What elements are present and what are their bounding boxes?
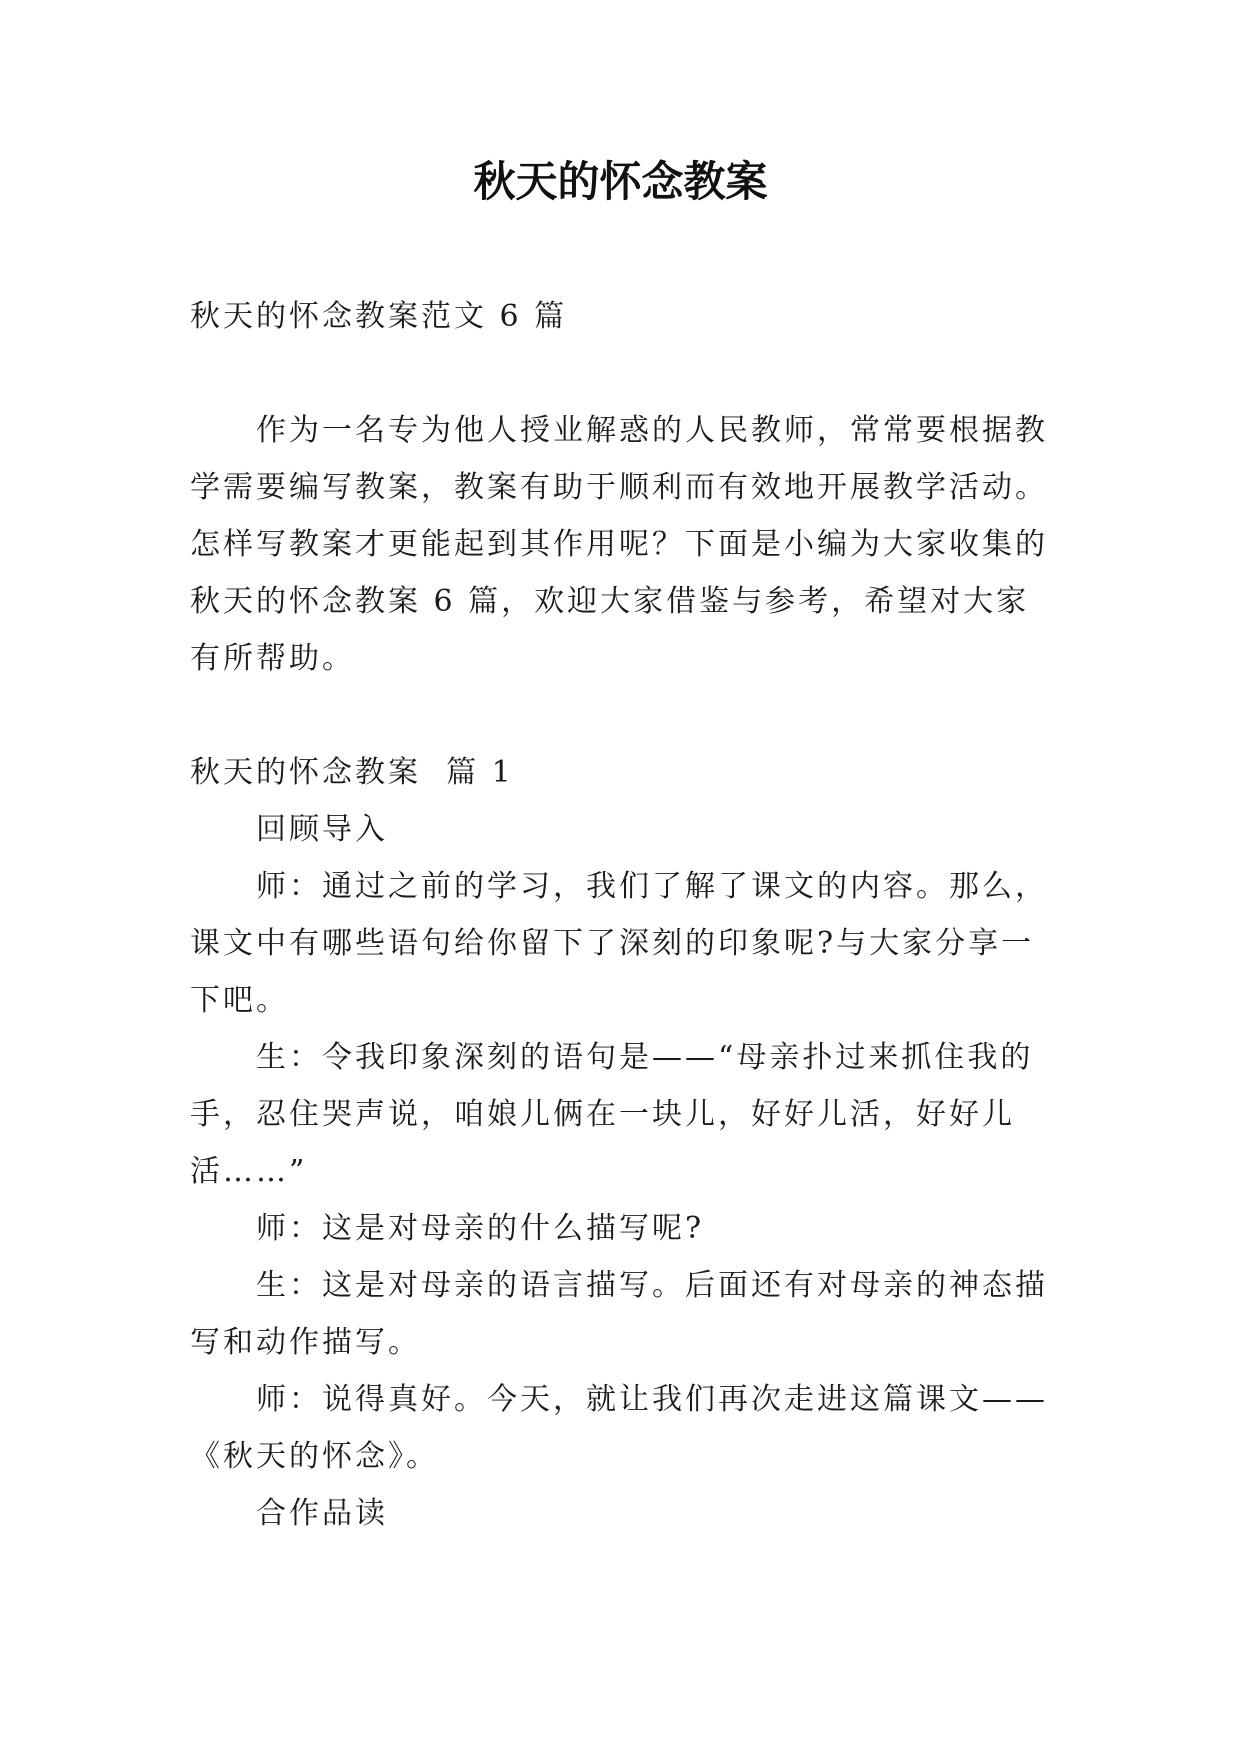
intro-paragraph: 作为一名专为他人授业解惑的人民教师，常常要根据教学需要编写教案，教案有助于顺利而有效地开展教学活动。怎样写教案才更能起到其作用呢？下面是小编为大家收集的秋天的怀念教案 6 篇，欢迎大家借鉴与参考，希望对大家有所帮助。 bbox=[190, 413, 1048, 676]
paragraph-review-intro: 回顾导入 bbox=[256, 812, 388, 847]
paragraph-teacher-question: 师：通过之前的学习，我们了解了课文的内容。那么，课文中有哪些语句给你留下了深刻的印象呢?与大家分享一下吧。 bbox=[190, 869, 1048, 1018]
paragraph-teacher-transition: 师：说得真好。今天，就让我们再次走进这篇课文——《秋天的怀念》。 bbox=[190, 1382, 1048, 1474]
document-title: 秋天的怀念教案 bbox=[473, 157, 768, 206]
paragraph-student-answer: 生：令我印象深刻的语句是——“母亲扑过来抓住我的手，忍住哭声说，咱娘儿俩在一块儿，好好儿活，好好儿活……” bbox=[190, 1040, 1034, 1189]
paragraph-cooperative-reading: 合作品读 bbox=[256, 1496, 388, 1531]
paragraph-teacher-followup: 师：这是对母亲的什么描写呢? bbox=[256, 1211, 705, 1246]
document-subtitle: 秋天的怀念教案范文 6 篇 bbox=[190, 299, 568, 334]
paragraph-student-description: 生：这是对母亲的语言描写。后面还有对母亲的神态描写和动作描写。 bbox=[190, 1268, 1048, 1360]
section-heading: 秋天的怀念教案 篇 1 bbox=[190, 755, 514, 790]
document-body bbox=[190, 288, 1050, 1542]
